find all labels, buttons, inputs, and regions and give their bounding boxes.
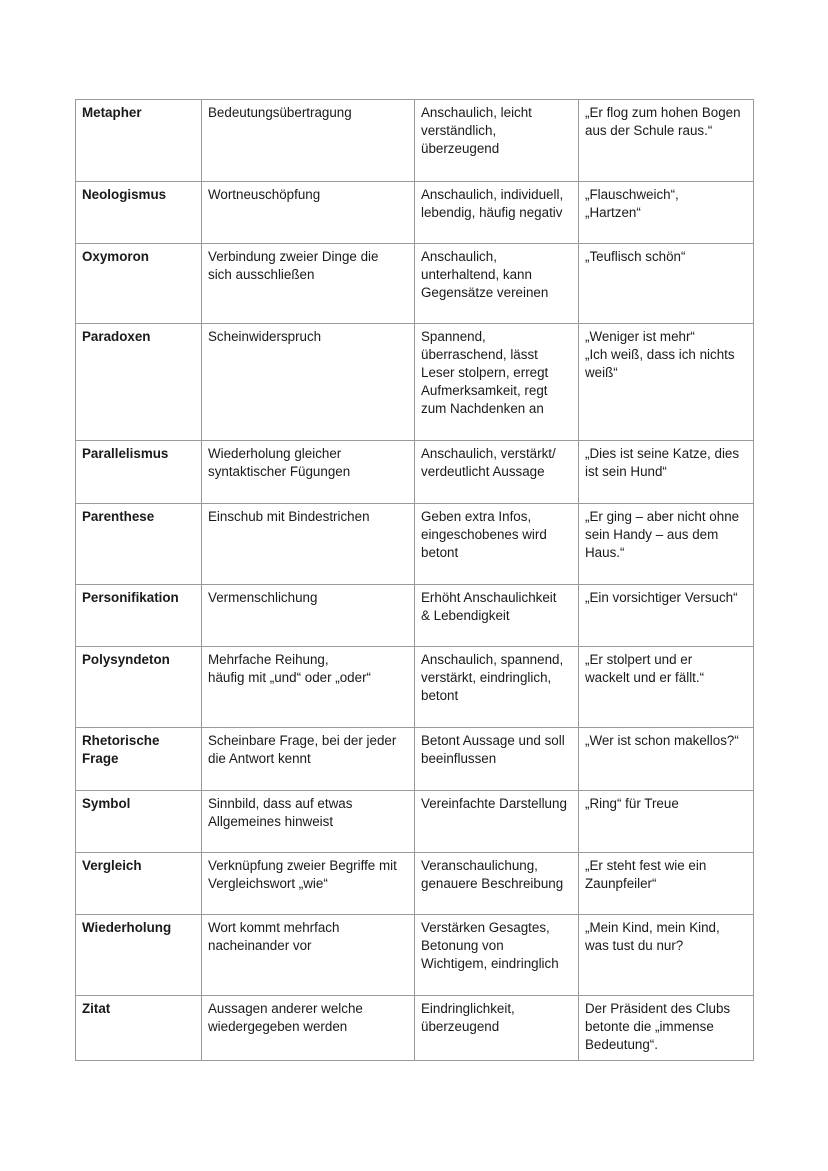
- example-cell: „Wer ist schon makellos?“: [579, 728, 754, 791]
- term-cell: Paradoxen: [76, 324, 202, 441]
- effect-cell: Betont Aussage und soll beeinflussen: [415, 728, 579, 791]
- table-row: [76, 504, 754, 585]
- effect-cell: Anschaulich, verstärkt/ verdeutlicht Aussage: [415, 441, 579, 504]
- meaning-cell: Scheinbare Frage, bei der jeder die Antwort kennt: [202, 728, 415, 791]
- meaning-cell: Wiederholung gleicher syntaktischer Fügungen: [202, 441, 415, 504]
- term-cell: Personifikation: [76, 585, 202, 647]
- term-cell: Vergleich: [76, 853, 202, 915]
- meaning-cell: Aussagen anderer welche wiedergegeben werden: [202, 996, 415, 1061]
- effect-cell: Geben extra Infos, eingeschobenes wird betont: [415, 504, 579, 585]
- effect-cell: Anschaulich, individuell, lebendig, häufig negativ: [415, 182, 579, 244]
- term-cell: Parallelismus: [76, 441, 202, 504]
- meaning-cell: Scheinwiderspruch: [202, 324, 415, 441]
- example-cell: „Teuflisch schön“: [579, 244, 754, 324]
- example-cell: „Flauschweich“, „Hartzen“: [579, 182, 754, 244]
- example-cell: „Dies ist seine Katze, dies ist sein Hund“: [579, 441, 754, 504]
- table-row: [76, 996, 754, 1061]
- effect-cell: Anschaulich, leicht verständlich, überzeugend: [415, 100, 579, 182]
- example-cell: Der Präsident des Clubs betonte die „immense Bedeutung“.: [579, 996, 754, 1061]
- example-cell: „Ring“ für Treue: [579, 791, 754, 853]
- meaning-cell: Wortneuschöpfung: [202, 182, 415, 244]
- table-row: [76, 100, 754, 182]
- table-row: [76, 915, 754, 996]
- term-cell: Metapher: [76, 100, 202, 182]
- stylistic-devices-table: [75, 99, 754, 1061]
- table-row: [76, 244, 754, 324]
- meaning-cell: Mehrfache Reihung, häufig mit „und“ oder „oder“: [202, 647, 415, 728]
- effect-cell: Veranschaulichung, genauere Beschreibung: [415, 853, 579, 915]
- term-cell: Zitat: [76, 996, 202, 1061]
- example-cell: „Er ging – aber nicht ohne sein Handy – aus dem Haus.“: [579, 504, 754, 585]
- table-row: [76, 647, 754, 728]
- example-cell: „Mein Kind, mein Kind, was tust du nur?: [579, 915, 754, 996]
- meaning-cell: Wort kommt mehrfach nacheinander vor: [202, 915, 415, 996]
- meaning-cell: Sinnbild, dass auf etwas Allgemeines hinweist: [202, 791, 415, 853]
- meaning-cell: Verbindung zweier Dinge die sich ausschließen: [202, 244, 415, 324]
- table-row: [76, 324, 754, 441]
- term-cell: Oxymoron: [76, 244, 202, 324]
- table-row: [76, 853, 754, 915]
- effect-cell: Vereinfachte Darstellung: [415, 791, 579, 853]
- example-cell: „Weniger ist mehr“ „Ich weiß, dass ich nichts weiß“: [579, 324, 754, 441]
- example-cell: „Ein vorsichtiger Versuch“: [579, 585, 754, 647]
- term-cell: Polysyndeton: [76, 647, 202, 728]
- term-cell: Neologismus: [76, 182, 202, 244]
- term-cell: Wiederholung: [76, 915, 202, 996]
- effect-cell: Eindringlichkeit, überzeugend: [415, 996, 579, 1061]
- effect-cell: Spannend, überraschend, lässt Leser stolpern, erregt Aufmerksamkeit, regt zum Nachdenken an: [415, 324, 579, 441]
- table-row: [76, 441, 754, 504]
- effect-cell: Anschaulich, spannend, verstärkt, eindringlich, betont: [415, 647, 579, 728]
- meaning-cell: Bedeutungsübertragung: [202, 100, 415, 182]
- effect-cell: Erhöht Anschaulichkeit & Lebendigkeit: [415, 585, 579, 647]
- table-row: [76, 182, 754, 244]
- meaning-cell: Vermenschlichung: [202, 585, 415, 647]
- effect-cell: Verstärken Gesagtes, Betonung von Wichtigem, eindringlich: [415, 915, 579, 996]
- effect-cell: Anschaulich, unterhaltend, kann Gegensätze vereinen: [415, 244, 579, 324]
- term-cell: Symbol: [76, 791, 202, 853]
- example-cell: „Er stolpert und er wackelt und er fällt.“: [579, 647, 754, 728]
- example-cell: „Er steht fest wie ein Zaunpfeiler“: [579, 853, 754, 915]
- term-cell: Parenthese: [76, 504, 202, 585]
- meaning-cell: Verknüpfung zweier Begriffe mit Vergleichswort „wie“: [202, 853, 415, 915]
- term-cell: Rhetorische Frage: [76, 728, 202, 791]
- table-row: [76, 585, 754, 647]
- meaning-cell: Einschub mit Bindestrichen: [202, 504, 415, 585]
- table-row: [76, 791, 754, 853]
- table-row: [76, 728, 754, 791]
- example-cell: „Er flog zum hohen Bogen aus der Schule raus.“: [579, 100, 754, 182]
- document-page: [75, 99, 753, 1061]
